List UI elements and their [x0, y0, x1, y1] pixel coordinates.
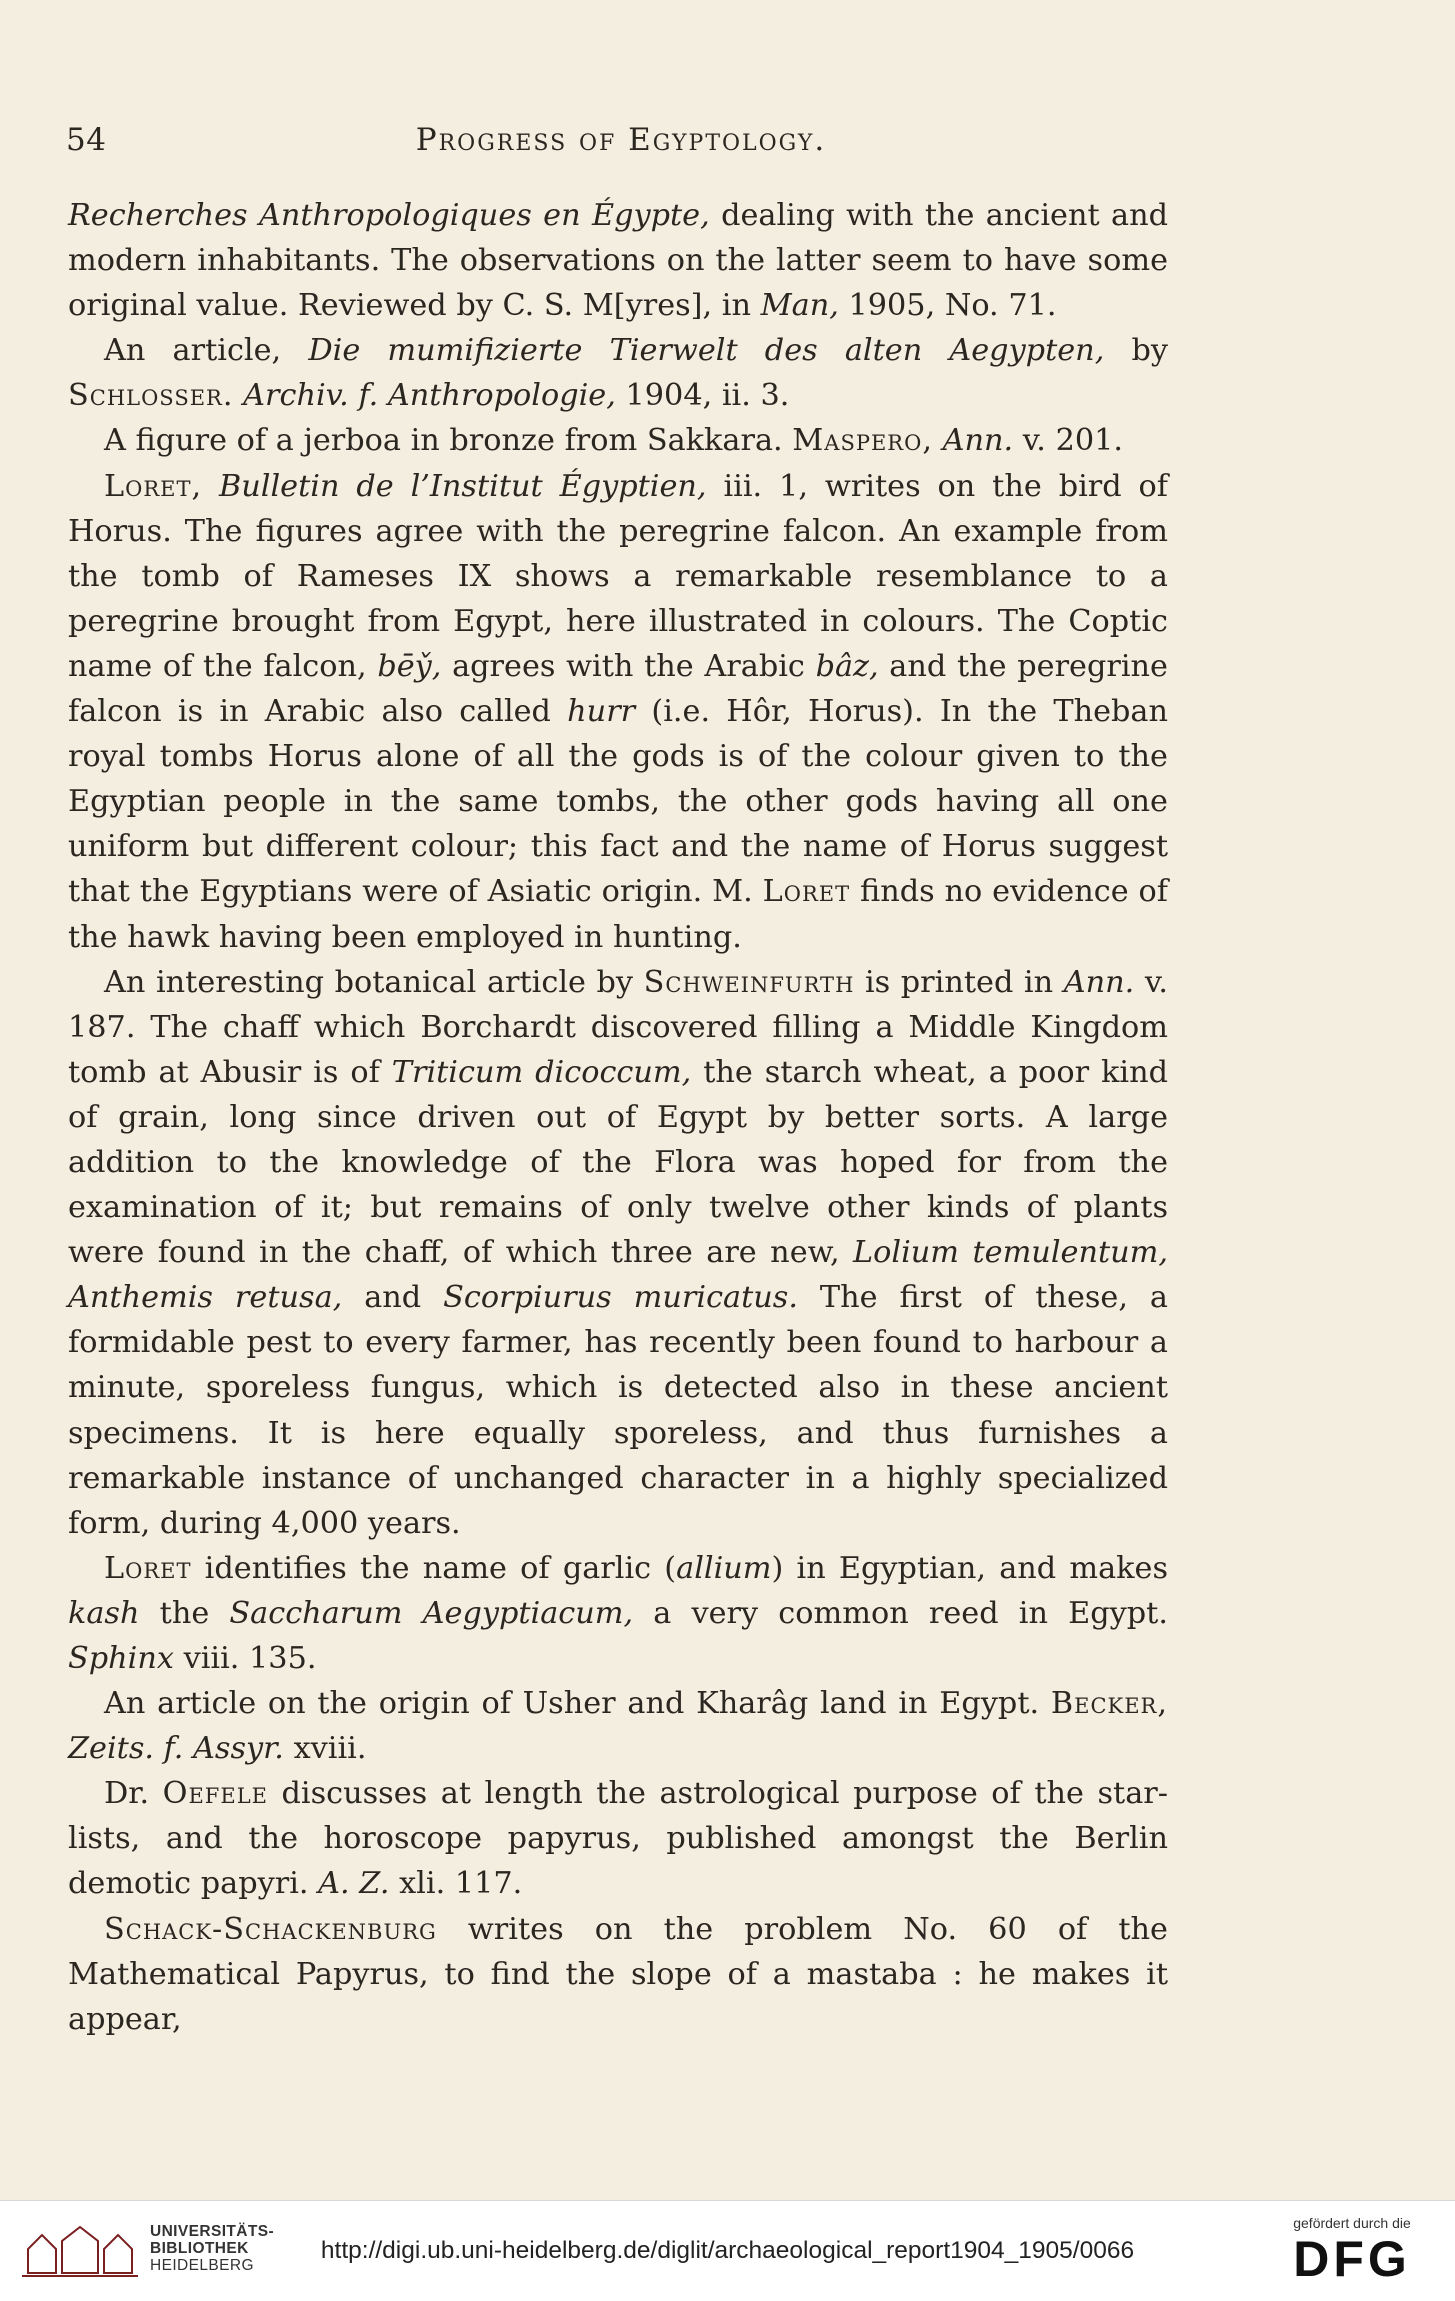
- text-span: [202, 469, 219, 504]
- title-italic: Die mumifizierte Tierwelt des alten Aegypten,: [308, 333, 1105, 369]
- paragraph-schack: [68, 1907, 1168, 2042]
- text-span: An interesting botanical article by: [104, 964, 644, 1000]
- text-span: agrees with the Arabic: [441, 648, 816, 684]
- species-italic: Triticum dicoccum,: [391, 1054, 692, 1090]
- text-span: and the peregrine falcon is in Arabic also called: [68, 648, 1168, 730]
- text-span: finds no evidence of the hawk having been employed in hunting.: [68, 874, 1168, 955]
- text-span: 1904, ii. 3.: [615, 378, 790, 414]
- text-span: discusses at length the astrological purpose of the star-lists, and the horoscope papyrus, published amongst the Berlin demotic papyri.: [68, 1776, 1168, 1902]
- text-span: the: [139, 1595, 230, 1631]
- text-span: by: [1104, 333, 1168, 369]
- text-span: ) in Egyptian, and makes: [771, 1550, 1168, 1586]
- journal-italic: Ann.: [942, 423, 1014, 459]
- author-smallcaps: Schlosser.: [68, 378, 234, 414]
- journal-italic: Archiv. f. Anthropologie,: [243, 378, 616, 414]
- journal-italic: Zeits. f. Assyr.: [68, 1731, 284, 1767]
- author-smallcaps: Oefele: [162, 1776, 268, 1812]
- paragraph-loret-garlic: [68, 1546, 1168, 1681]
- text-span: xviii.: [283, 1731, 367, 1767]
- journal-italic: Man,: [760, 288, 839, 324]
- dfg-logo: DFG: [1293, 2231, 1411, 2287]
- text-span: [233, 378, 243, 413]
- text-span: v. 201.: [1013, 423, 1124, 459]
- text-span: [933, 423, 943, 458]
- text-span: identifies the name of garlic (: [191, 1550, 677, 1586]
- arabic-word-italic: bâz,: [815, 648, 879, 684]
- author-smallcaps: Schack-Schackenburg: [104, 1911, 437, 1947]
- permalink-url[interactable]: http://digi.ub.uni-heidelberg.de/diglit/archaeological_report1904_1905/0066: [320, 2237, 1135, 2264]
- text-span: iii. 1, writes on the bird of Horus. The figures agree with the peregrine falcon. An example from the tomb of Rameses IX shows a remarkable resemblance to a peregrine brought from Egypt, here illustrated in colours. The Coptic name of the falcon,: [68, 468, 1169, 684]
- author-smallcaps: Becker,: [1050, 1686, 1168, 1722]
- author-smallcaps: Loret: [104, 1550, 192, 1586]
- species-italic: allium: [676, 1550, 772, 1586]
- funder-block: [1267, 2215, 1437, 2287]
- running-title: Progress of Egyptology.: [415, 122, 827, 158]
- paragraph-recherches: [68, 193, 1168, 328]
- author-smallcaps: Loret,: [104, 468, 203, 504]
- text-span: writes on the problem No. 60 of the Mathematical Papyrus, to find the slope of a mastaba : he makes it appear,: [68, 1911, 1168, 2037]
- species-italic: Saccharum Aegyptiacum,: [229, 1595, 634, 1631]
- author-smallcaps: Loret: [762, 874, 851, 910]
- library-line: UNIVERSITÄTS-: [150, 2223, 275, 2240]
- journal-italic: Ann.: [1063, 964, 1135, 1000]
- egyptian-word-italic: kash: [68, 1595, 140, 1631]
- text-span: 1905, No. 71.: [838, 288, 1057, 324]
- text-span: v. 187. The chaff which Borchardt discovered filling a Middle Kingdom tomb at Abusir is of: [68, 964, 1168, 1090]
- text-span: dealing with the ancient and modern inhabitants. The observations on the latter seem to have some original value. Reviewed by C. S. M[yres], in: [68, 198, 1168, 324]
- page-number: 54: [66, 122, 107, 158]
- text-span: (i.e. Hôr, Horus). In the Theban royal tombs Horus alone of all the gods is of the colour given to the Egyptian people in the same tombs, the other gods having all one uniform but different colour; this fact and the name of Horus suggest that the Egyptians were of Asiatic origin. M.: [68, 694, 1168, 910]
- journal-italic: Bulletin de l’Institut Égyptien,: [219, 468, 707, 504]
- library-line: HEIDELBERG: [150, 2257, 254, 2274]
- text-span: xli. 117.: [389, 1866, 523, 1902]
- title-italic: Recherches Anthropologiques en Égypte,: [68, 198, 710, 233]
- author-smallcaps: Schweinfurth: [643, 964, 855, 1000]
- author-smallcaps: Maspero,: [792, 423, 933, 459]
- coptic-word-italic: bēy̌,: [377, 648, 442, 684]
- paragraph-oefele: [68, 1771, 1168, 1906]
- text-span: and: [342, 1280, 444, 1316]
- text-span: viii. 135.: [173, 1641, 317, 1676]
- species-italic: Lolium temulentum, Anthemis retusa,: [68, 1235, 1168, 1316]
- paragraph-loret-horus: [68, 464, 1168, 960]
- text-span: a very common reed in Egypt.: [633, 1595, 1168, 1631]
- library-line: BIBLIOTHEK: [150, 2240, 249, 2257]
- journal-italic: A. Z.: [318, 1866, 390, 1902]
- text-span: An article on the origin of Usher and Kharâg land in Egypt.: [104, 1686, 1051, 1722]
- paragraph-jerboa: [68, 418, 1168, 463]
- journal-italic: Sphinx: [68, 1641, 174, 1676]
- body-text: [68, 193, 1168, 2042]
- text-span: The first of these, a formidable pest to every farmer, has recently been found to harbour a minute, sporeless fungus, which is detected also in these ancient specimens. It is here equally sporeless, and thus furnishes a remarkable instance of unchanged character in a highly specialized form, during 4,000 years.: [68, 1280, 1168, 1541]
- text-span: is printed in: [854, 964, 1064, 1000]
- paragraph-schweinfurth: [68, 960, 1168, 1546]
- funding-caption: gefördert durch die: [1293, 2215, 1411, 2231]
- text-span: A figure of a jerboa in bronze from Sakkara.: [104, 423, 793, 459]
- text-span: the starch wheat, a poor kind of grain, long since driven out of Egypt by better sorts. A large addition to the knowledge of the Flora was hoped for from the examination of it; but remains of only twelve other kinds of plants were found in the chaff, of which three are new,: [68, 1054, 1168, 1271]
- text-span: Dr.: [104, 1776, 163, 1812]
- species-italic: Scorpiurus muricatus.: [443, 1280, 798, 1316]
- digitization-footer: [0, 2200, 1455, 2301]
- arabic-word-italic: hurr: [567, 694, 636, 730]
- paragraph-mumifizierte: [68, 328, 1168, 418]
- text-span: An article,: [104, 333, 309, 369]
- paragraph-usher: [68, 1681, 1168, 1771]
